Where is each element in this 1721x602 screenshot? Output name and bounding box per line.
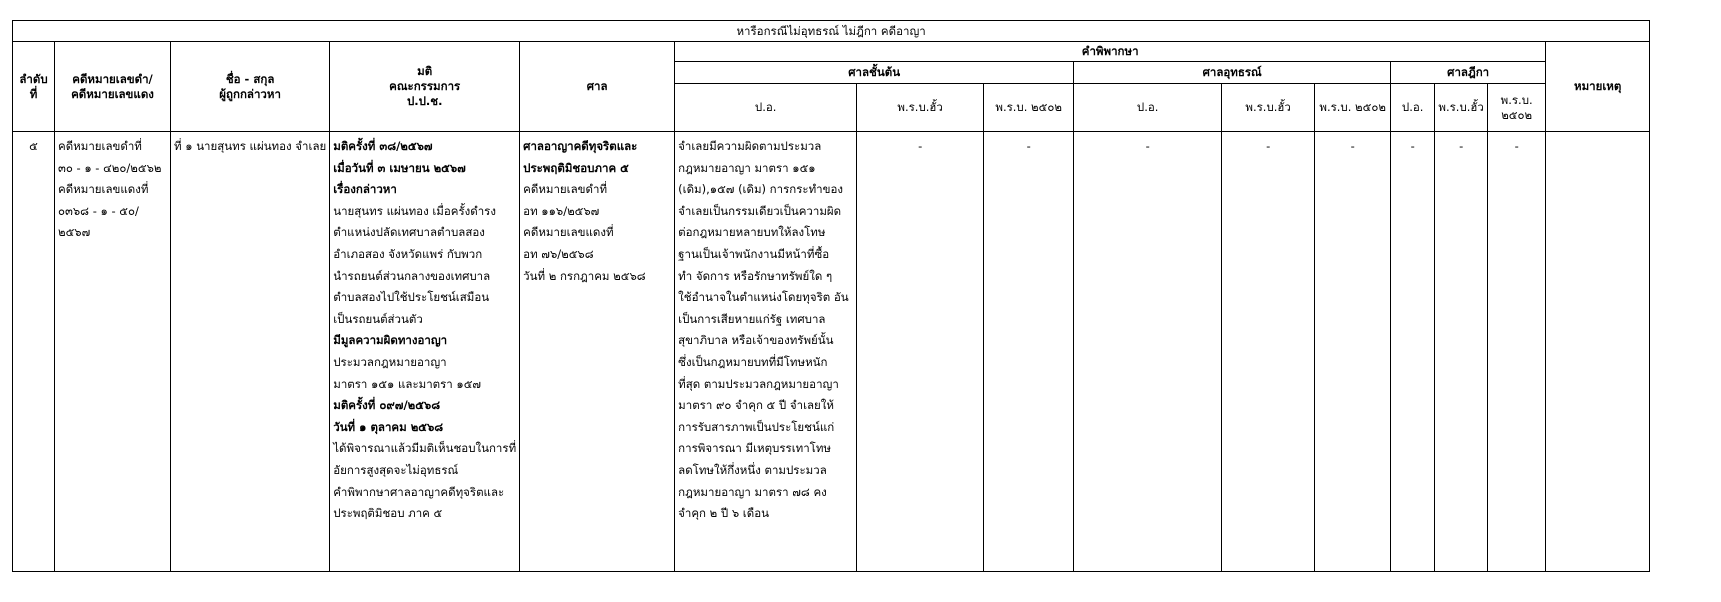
cell-case-number: คดีหมายเลขดำที่ ๓๐ - ๑ - ๔๒๐/๒๕๖๒ คดีหมายเลขแดงที่ ๐๓๖๘ - ๑ - ๕๐/ ๒๕๖๗ (55, 132, 171, 572)
header-case-number: คดีหมายเลขดำ/ คดีหมายเลขแดง (55, 42, 171, 132)
cell-first-act-a: - (857, 132, 984, 572)
cell-accused-name: ที่ ๑ นายสุนทร แผ่นทอง จำเลย (171, 132, 330, 572)
cell-appeal-po: - (1074, 132, 1222, 572)
cell-nacc-resolution: มติครั้งที่ ๓๘/๒๕๖๗ เมื่อวันที่ ๓ เมษายน ๒๕๖๗ เรื่องกล่าวหา นายสุนทร แผ่นทอง เมื่อครั้งดำรง ตำแหน่งปลัดเทศบาลตำบลสอง อำเภอสอง จังหวัดแพร่ กับพวก นำรถยนต์ส่วนกลางของเทศบาล ตำบลสองไปใช้ประโยชน์เสมือน เป็นรถยนต์ส่วนตัว มีมูลความผิดทางอาญา ประมวลกฎหมายอาญา มาตรา ๑๕๑ และมาตรา ๑๕๗ มติครั้งที่ ๐๙๗/๒๕๖๘ วันที่ ๑ ตุลาคม ๒๕๖๘ ได้พิจารณาแล้วมีมติเห็นชอบในการที่ อัยการสูงสุดจะไม่อุทธรณ์ คำพิพากษาศาลอาญาคดีทุจริตและ ประพฤติมิชอบ ภาค ๕ (330, 132, 520, 572)
header-first-instance-court: ศาลชั้นต้น (675, 62, 1074, 84)
header-accused-name: ชื่อ - สกุล ผู้ถูกกล่าวหา (171, 42, 330, 132)
header-supreme-act-a: พ.ร.บ.ฮั้ว (1435, 84, 1488, 132)
header-appeal-act-b: พ.ร.บ. ๒๕๐๒ (1315, 84, 1391, 132)
header-first-act-b: พ.ร.บ. ๒๕๐๒ (984, 84, 1074, 132)
header-appeal-po: ป.อ. (1074, 84, 1222, 132)
header-seq: ลำดับ ที่ (13, 42, 55, 132)
header-first-act-a: พ.ร.บ.ฮั้ว (857, 84, 984, 132)
table-title: หารือกรณีไม่อุทธรณ์ ไม่ฎีกา คดีอาญา (13, 21, 1650, 42)
cell-remark (1546, 132, 1650, 572)
cell-supreme-act-b: - (1488, 132, 1546, 572)
header-supreme-court: ศาลฎีกา (1391, 62, 1546, 84)
header-nacc-resolution: มติ คณะกรรมการ ป.ป.ช. (330, 42, 520, 132)
header-appeal-act-a: พ.ร.บ.ฮั้ว (1222, 84, 1315, 132)
cell-appeal-act-b: - (1315, 132, 1391, 572)
case-table (12, 20, 1650, 572)
cell-seq: ๕ (13, 132, 55, 572)
header-supreme-act-b: พ.ร.บ. ๒๕๐๒ (1488, 84, 1546, 132)
header-judgment: คำพิพากษา (675, 42, 1546, 62)
header-remark: หมายเหตุ (1546, 42, 1650, 132)
table-row (13, 132, 1650, 572)
header-first-po: ป.อ. (675, 84, 857, 132)
header-court: ศาล (520, 42, 675, 132)
cell-supreme-act-a: - (1435, 132, 1488, 572)
cell-supreme-po: - (1391, 132, 1435, 572)
header-supreme-po: ป.อ. (1391, 84, 1435, 132)
cell-court: ศาลอาญาคดีทุจริตและ ประพฤติมิชอบภาค ๕ คดีหมายเลขดำที่ อท ๑๑๖/๒๕๖๗ คดีหมายเลขแดงที่ อท ๗๖/๒๕๖๘ วันที่ ๒ กรกฎาคม ๒๕๖๘ (520, 132, 675, 572)
case-table-sheet (12, 20, 1650, 572)
cell-first-act-b: - (984, 132, 1074, 572)
cell-first-instance-po: จำเลยมีความผิดตามประมวล กฎหมายอาญา มาตรา ๑๕๑ (เดิม),๑๕๗ (เดิม) การกระทำของ จำเลยเป็นกรรมเดียวเป็นความผิด ต่อกฎหมายหลายบทให้ลงโทษ ฐานเป็นเจ้าพนักงานมีหน้าที่ซื้อ ทำ จัดการ หรือรักษาทรัพย์ใด ๆ ใช้อำนาจในตำแหน่งโดยทุจริต อัน เป็นการเสียหายแก่รัฐ เทศบาล สุขาภิบาล หรือเจ้าของทรัพย์นั้น ซึ่งเป็นกฎหมายบทที่มีโทษหนัก ที่สุด ตามประมวลกฎหมายอาญา มาตรา ๙๐ จำคุก ๕ ปี จำเลยให้ การรับสารภาพเป็นประโยชน์แก่ การพิจารณา มีเหตุบรรเทาโทษ ลดโทษให้กึ่งหนึ่ง ตามประมวล กฎหมายอาญา มาตรา ๗๘ คง จำคุก ๒ ปี ๖ เดือน (675, 132, 857, 572)
header-appeal-court: ศาลอุทธรณ์ (1074, 62, 1391, 84)
cell-appeal-act-a: - (1222, 132, 1315, 572)
